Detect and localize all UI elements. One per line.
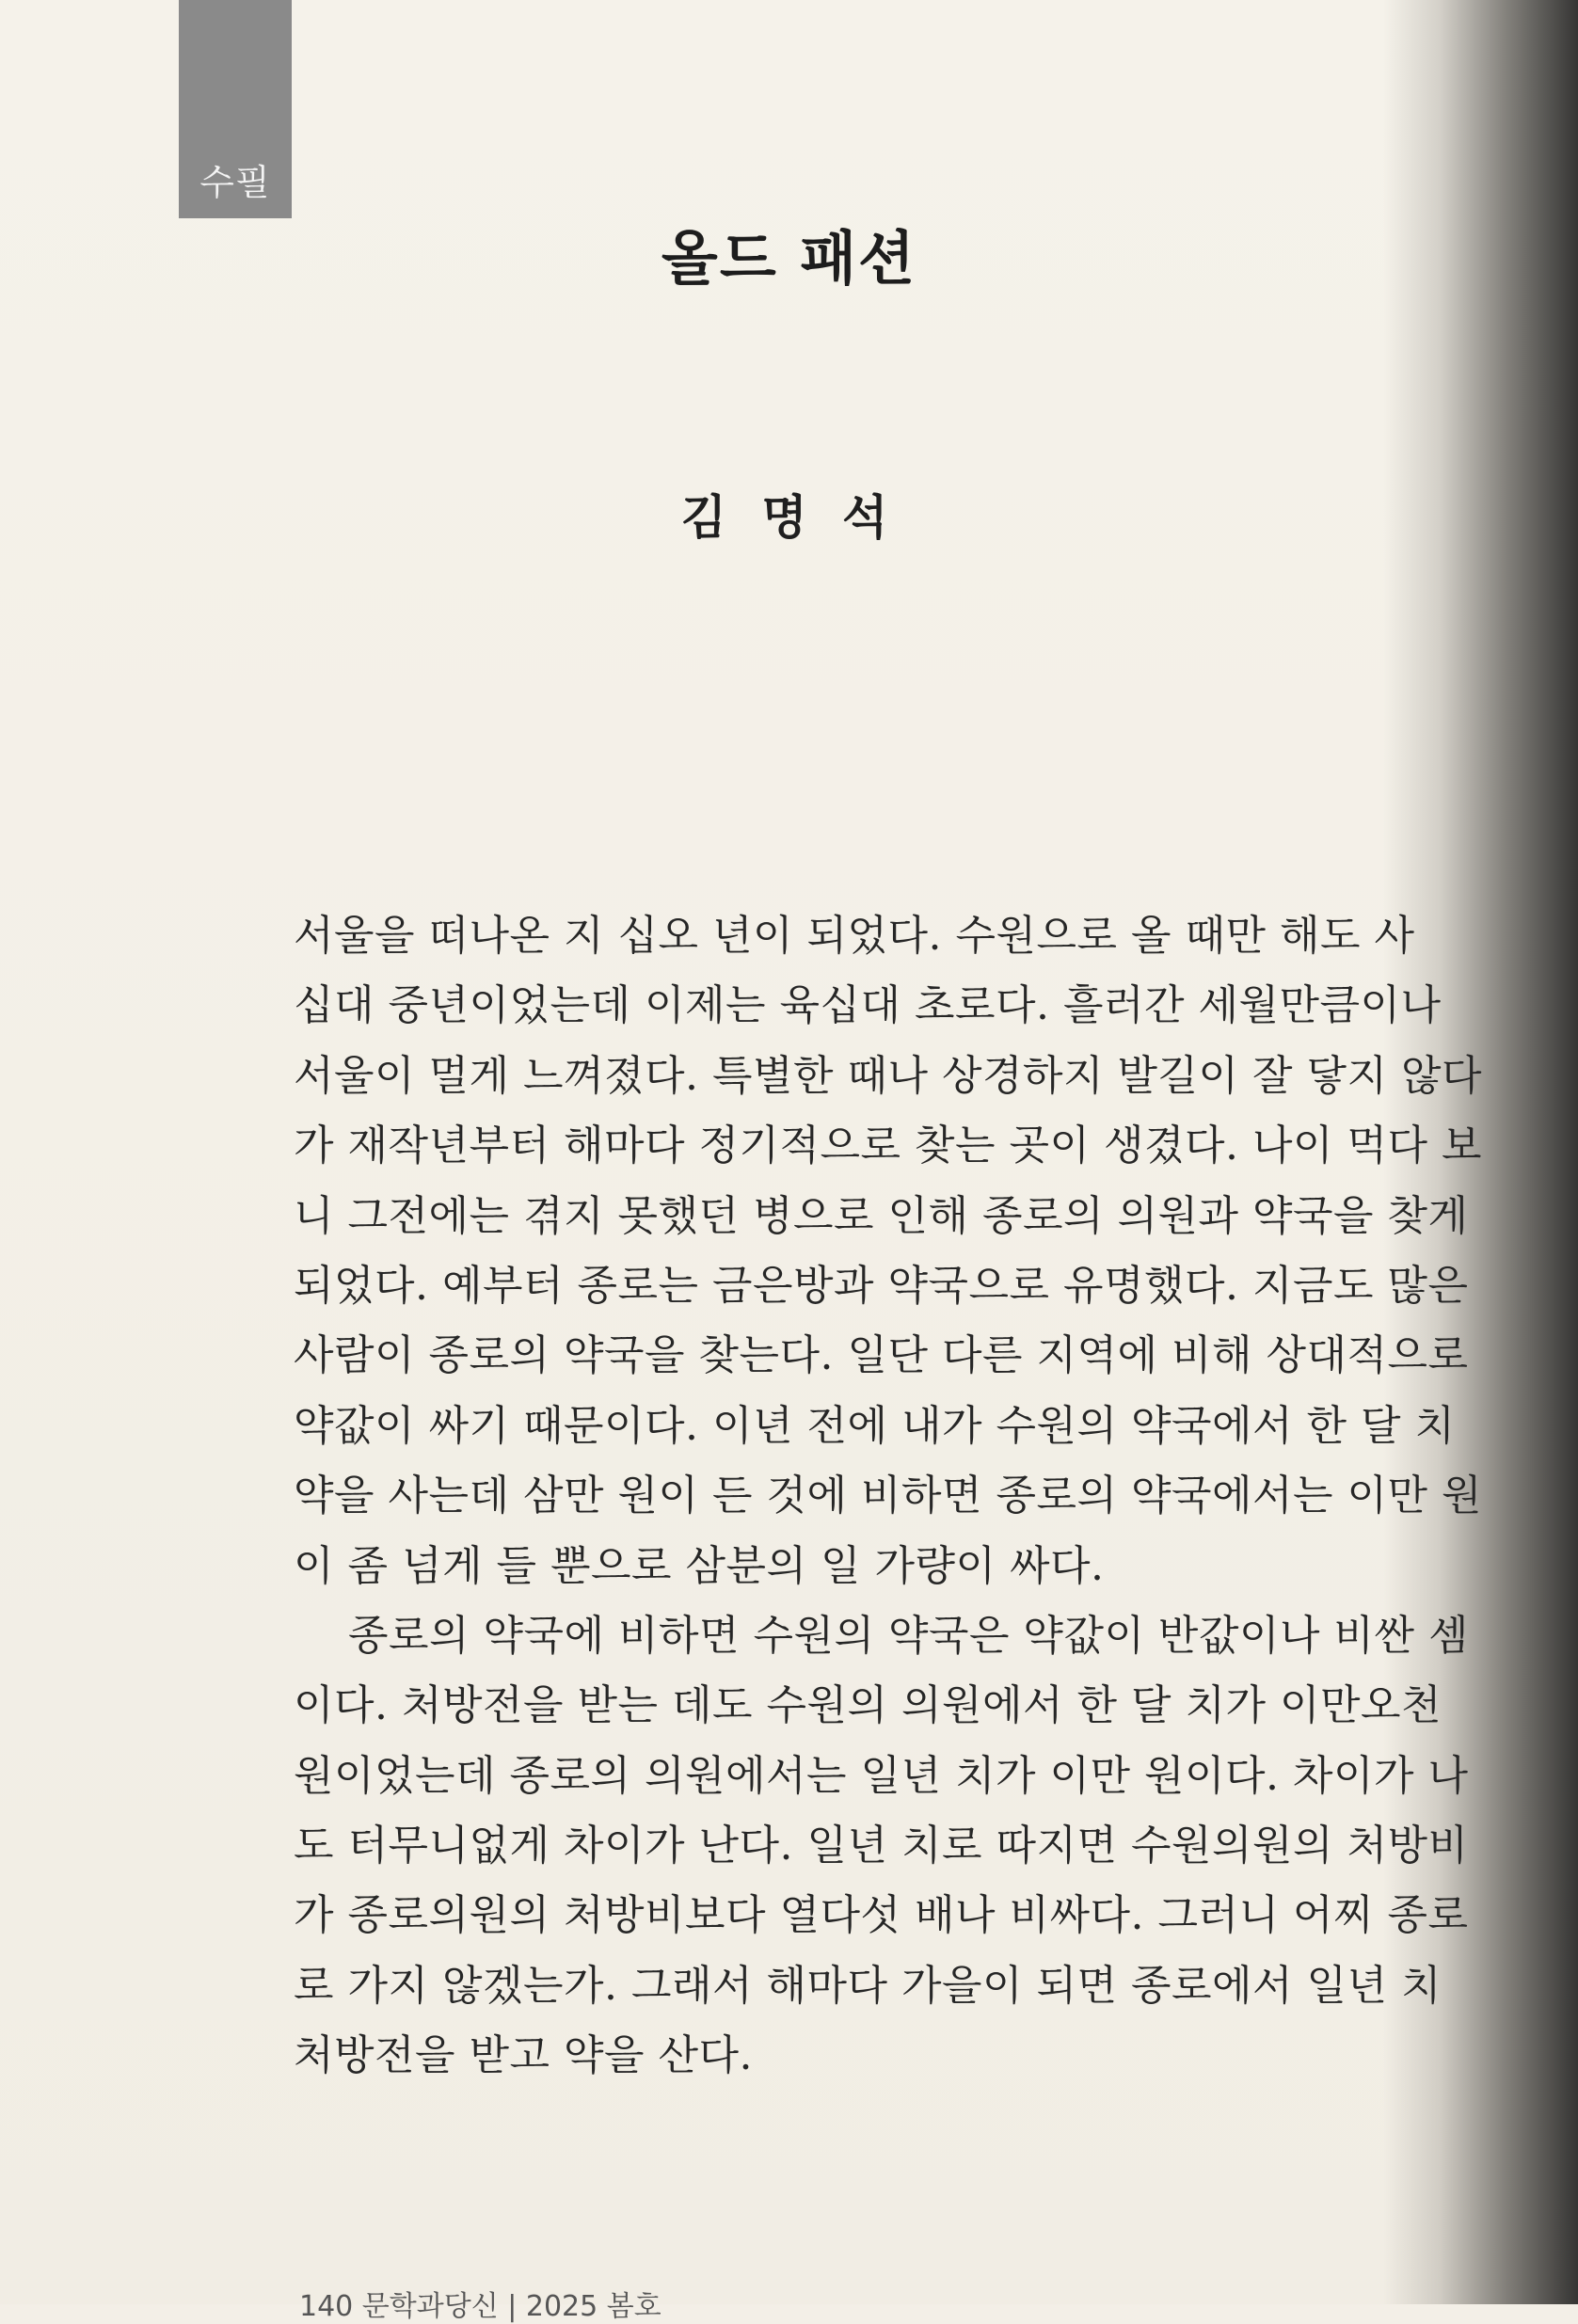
body-line: 가 재작년부터 해마다 정기적으로 찾는 곳이 생겼다. 나이 먹다 보 [294, 1122, 1482, 1170]
body-line: 약을 사는데 삼만 원이 든 것에 비하면 종로의 약국에서는 이만 원 [294, 1472, 1482, 1520]
body-line: 서울이 멀게 느껴졌다. 특별한 때나 상경하지 발길이 잘 닿지 않다 [294, 1051, 1482, 1100]
body-line: 처방전을 받고 약을 산다. [294, 2031, 753, 2080]
body-line: 가 종로의원의 처방비보다 열다섯 배나 비싸다. 그러니 어찌 종로 [294, 1891, 1469, 1940]
body-line: 되었다. 예부터 종로는 금은방과 약국으로 유명했다. 지금도 많은 [294, 1261, 1469, 1310]
body-line: 사람이 종로의 약국을 찾는다. 일단 다른 지역에 비해 상대적으로 [294, 1331, 1469, 1380]
author-name: 김 명 석 [680, 489, 898, 545]
body-line: 니 그전에는 겪지 못했던 병으로 인해 종로의 의원과 약국을 찾게 [294, 1191, 1469, 1240]
section-label: 수필 [199, 162, 271, 203]
body-line: 십대 중년이었는데 이제는 육십대 초로다. 흘러간 세월만큼이나 [294, 981, 1442, 1030]
section-tab [179, 0, 292, 218]
article-body [294, 901, 1482, 2092]
body-line: 원이었는데 종로의 의원에서는 일년 치가 이만 원이다. 차이가 나 [294, 1751, 1469, 1800]
body-line: 약값이 싸기 때문이다. 이년 전에 내가 수원의 약국에서 한 달 치 [294, 1401, 1456, 1450]
body-line: 이 좀 넘게 들 뿐으로 삼분의 일 가량이 싸다. [294, 1541, 1105, 1590]
body-line: 도 터무니없게 차이가 난다. 일년 치로 따지면 수원의원의 처방비 [294, 1822, 1469, 1870]
article-title: 올드 패션 [661, 224, 917, 293]
body-line: 이다. 처방전을 받는 데도 수원의 의원에서 한 달 치가 이만오천 [294, 1681, 1442, 1730]
body-line: 서울을 떠나온 지 십오 년이 되었다. 수원으로 올 때만 해도 사 [294, 912, 1415, 960]
body-line: 로 가지 않겠는가. 그래서 해마다 가을이 되면 종로에서 일년 치 [294, 1961, 1442, 2010]
body-line: 종로의 약국에 비하면 수원의 약국은 약값이 반값이나 비싼 셈 [294, 1611, 1469, 1660]
page-footer: 140 문학과당신 | 2025 봄호 [299, 2290, 661, 2323]
